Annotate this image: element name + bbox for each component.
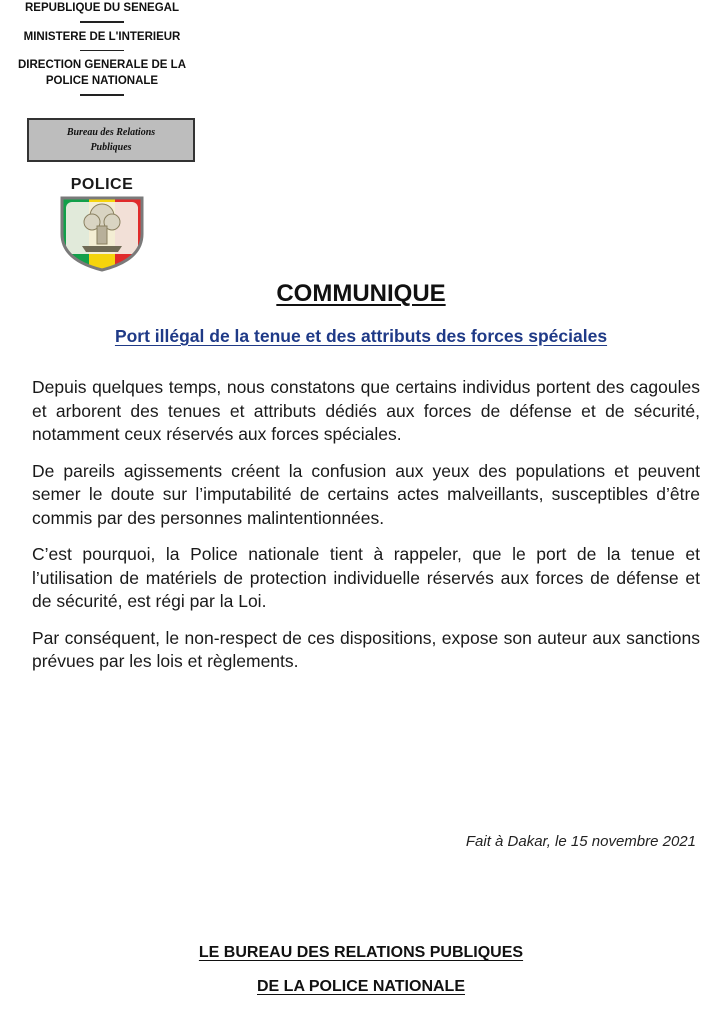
paragraph: C’est pourquoi, la Police nationale tient à rappeler, que le port de la tenue et l’utilisation de matériels de protection individuelle réservés aux forces de défense et de sécurité, est régi par la Loi. xyxy=(32,544,700,611)
divider xyxy=(80,21,124,23)
ministry-heading: MINISTERE DE L'INTERIEUR xyxy=(23,30,181,43)
bureau-relations-box xyxy=(27,118,195,162)
letterhead xyxy=(0,0,204,102)
police-shield-icon xyxy=(52,172,152,272)
signature-line1: LE BUREAU DES RELATIONS PUBLIQUES xyxy=(198,944,524,961)
baobab-trunk xyxy=(97,226,107,244)
date-line: Fait à Dakar, le 15 novembre 2021 xyxy=(465,833,696,850)
paragraph: Depuis quelques temps, nous constatons que certains individus portent des cagoules et arborent des tenues et attributs dédiés aux forces de défense et de sécurité, notamment ceux réservés aux forces spéciales. xyxy=(32,377,700,444)
signature-line2: DE LA POLICE NATIONALE xyxy=(257,978,465,995)
bureau-label-line1: Bureau des Relations xyxy=(66,127,156,138)
direction-heading-line1: DIRECTION GENERALE DE LA xyxy=(17,59,187,71)
communique-title: COMMUNIQUE xyxy=(276,280,446,307)
divider xyxy=(80,50,124,52)
direction-heading-line2: POLICE NATIONALE xyxy=(45,75,159,87)
police-logo-label: POLICE xyxy=(70,176,134,193)
republic-heading: REPUBLIQUE DU SENEGAL xyxy=(25,2,179,14)
signature-block xyxy=(0,936,722,1004)
paragraph: Par conséquent, le non-respect de ces dispositions, expose son auteur aux sanctions prévues par les lois et règlements. xyxy=(32,627,700,671)
communique-subtitle: Port illégal de la tenue et des attributs des forces spéciales xyxy=(114,326,608,346)
paragraph: De pareils agissements créent la confusion aux yeux des populations et peuvent semer le doute sur l’imputabilité de certains actes malveillants, susceptibles d’être commis par des personnes malintentionnées. xyxy=(32,460,700,528)
divider xyxy=(80,94,124,96)
bureau-label-line2: Publiques xyxy=(90,142,132,153)
communique-body xyxy=(32,376,700,687)
emblem-base xyxy=(82,246,122,252)
